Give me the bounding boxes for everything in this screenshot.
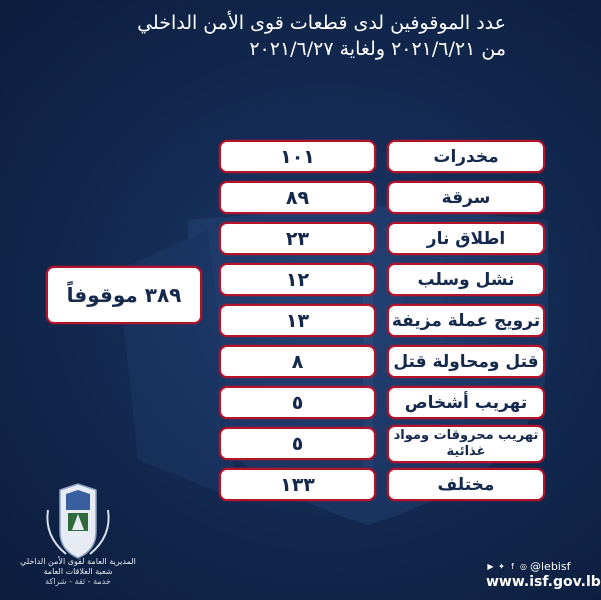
twitter-icon[interactable]: ✦ <box>498 562 505 571</box>
category-murder-attempted-murder: قتل ومحاولة قتل <box>387 345 545 378</box>
value-shooting: ٢٣ <box>219 222 376 255</box>
category-theft: سرقة <box>387 181 545 214</box>
value-theft: ٨٩ <box>219 181 376 214</box>
instagram-icon[interactable]: ◎ <box>520 562 527 571</box>
category-shooting: اطلاق نار <box>387 222 545 255</box>
category-pickpocketing-robbery: نشل وسلب <box>387 263 545 296</box>
page-title <box>26 10 506 62</box>
category-fuel-food-smuggling: تهريب محروقات ومواد غذائية <box>387 425 545 463</box>
social-handle[interactable]: @lebisf <box>530 560 571 573</box>
social-handles <box>486 560 570 573</box>
facebook-icon[interactable]: f <box>511 562 514 571</box>
organization-name <box>8 557 148 587</box>
youtube-icon[interactable]: ▶ <box>487 562 494 571</box>
org-name-line-2: شعبة العلاقات العامة <box>43 567 113 576</box>
value-drugs: ١٠١ <box>219 140 376 173</box>
category-human-smuggling: تهريب أشخاص <box>387 386 545 419</box>
value-counterfeit-currency: ١٣ <box>219 304 376 337</box>
category-drugs: مخدرات <box>387 140 545 173</box>
category-miscellaneous: مختلف <box>387 468 545 501</box>
value-pickpocketing-robbery: ١٢ <box>219 263 376 296</box>
org-name-line-1: المديرية العامة لقوى الأمن الداخلي <box>20 557 136 566</box>
category-counterfeit-currency: ترويج عملة مزيفة <box>387 304 545 337</box>
title-line-2: من ٢٠٢١/٦/٢١ ولغاية ٢٠٢١/٦/٢٧ <box>249 38 506 60</box>
value-fuel-food-smuggling: ٥ <box>219 427 376 460</box>
total-detainees-badge: ٣٨٩ موقوفاً <box>46 266 202 324</box>
value-miscellaneous: ١٣٣ <box>219 468 376 501</box>
value-human-smuggling: ٥ <box>219 386 376 419</box>
org-motto: خدمة - ثقة - شراكة <box>45 577 111 586</box>
value-murder-attempted-murder: ٨ <box>219 345 376 378</box>
title-line-1: عدد الموقوفين لدى قطعات قوى الأمن الداخلي <box>137 12 506 34</box>
website-link[interactable]: www.isf.gov.lb <box>486 574 601 590</box>
